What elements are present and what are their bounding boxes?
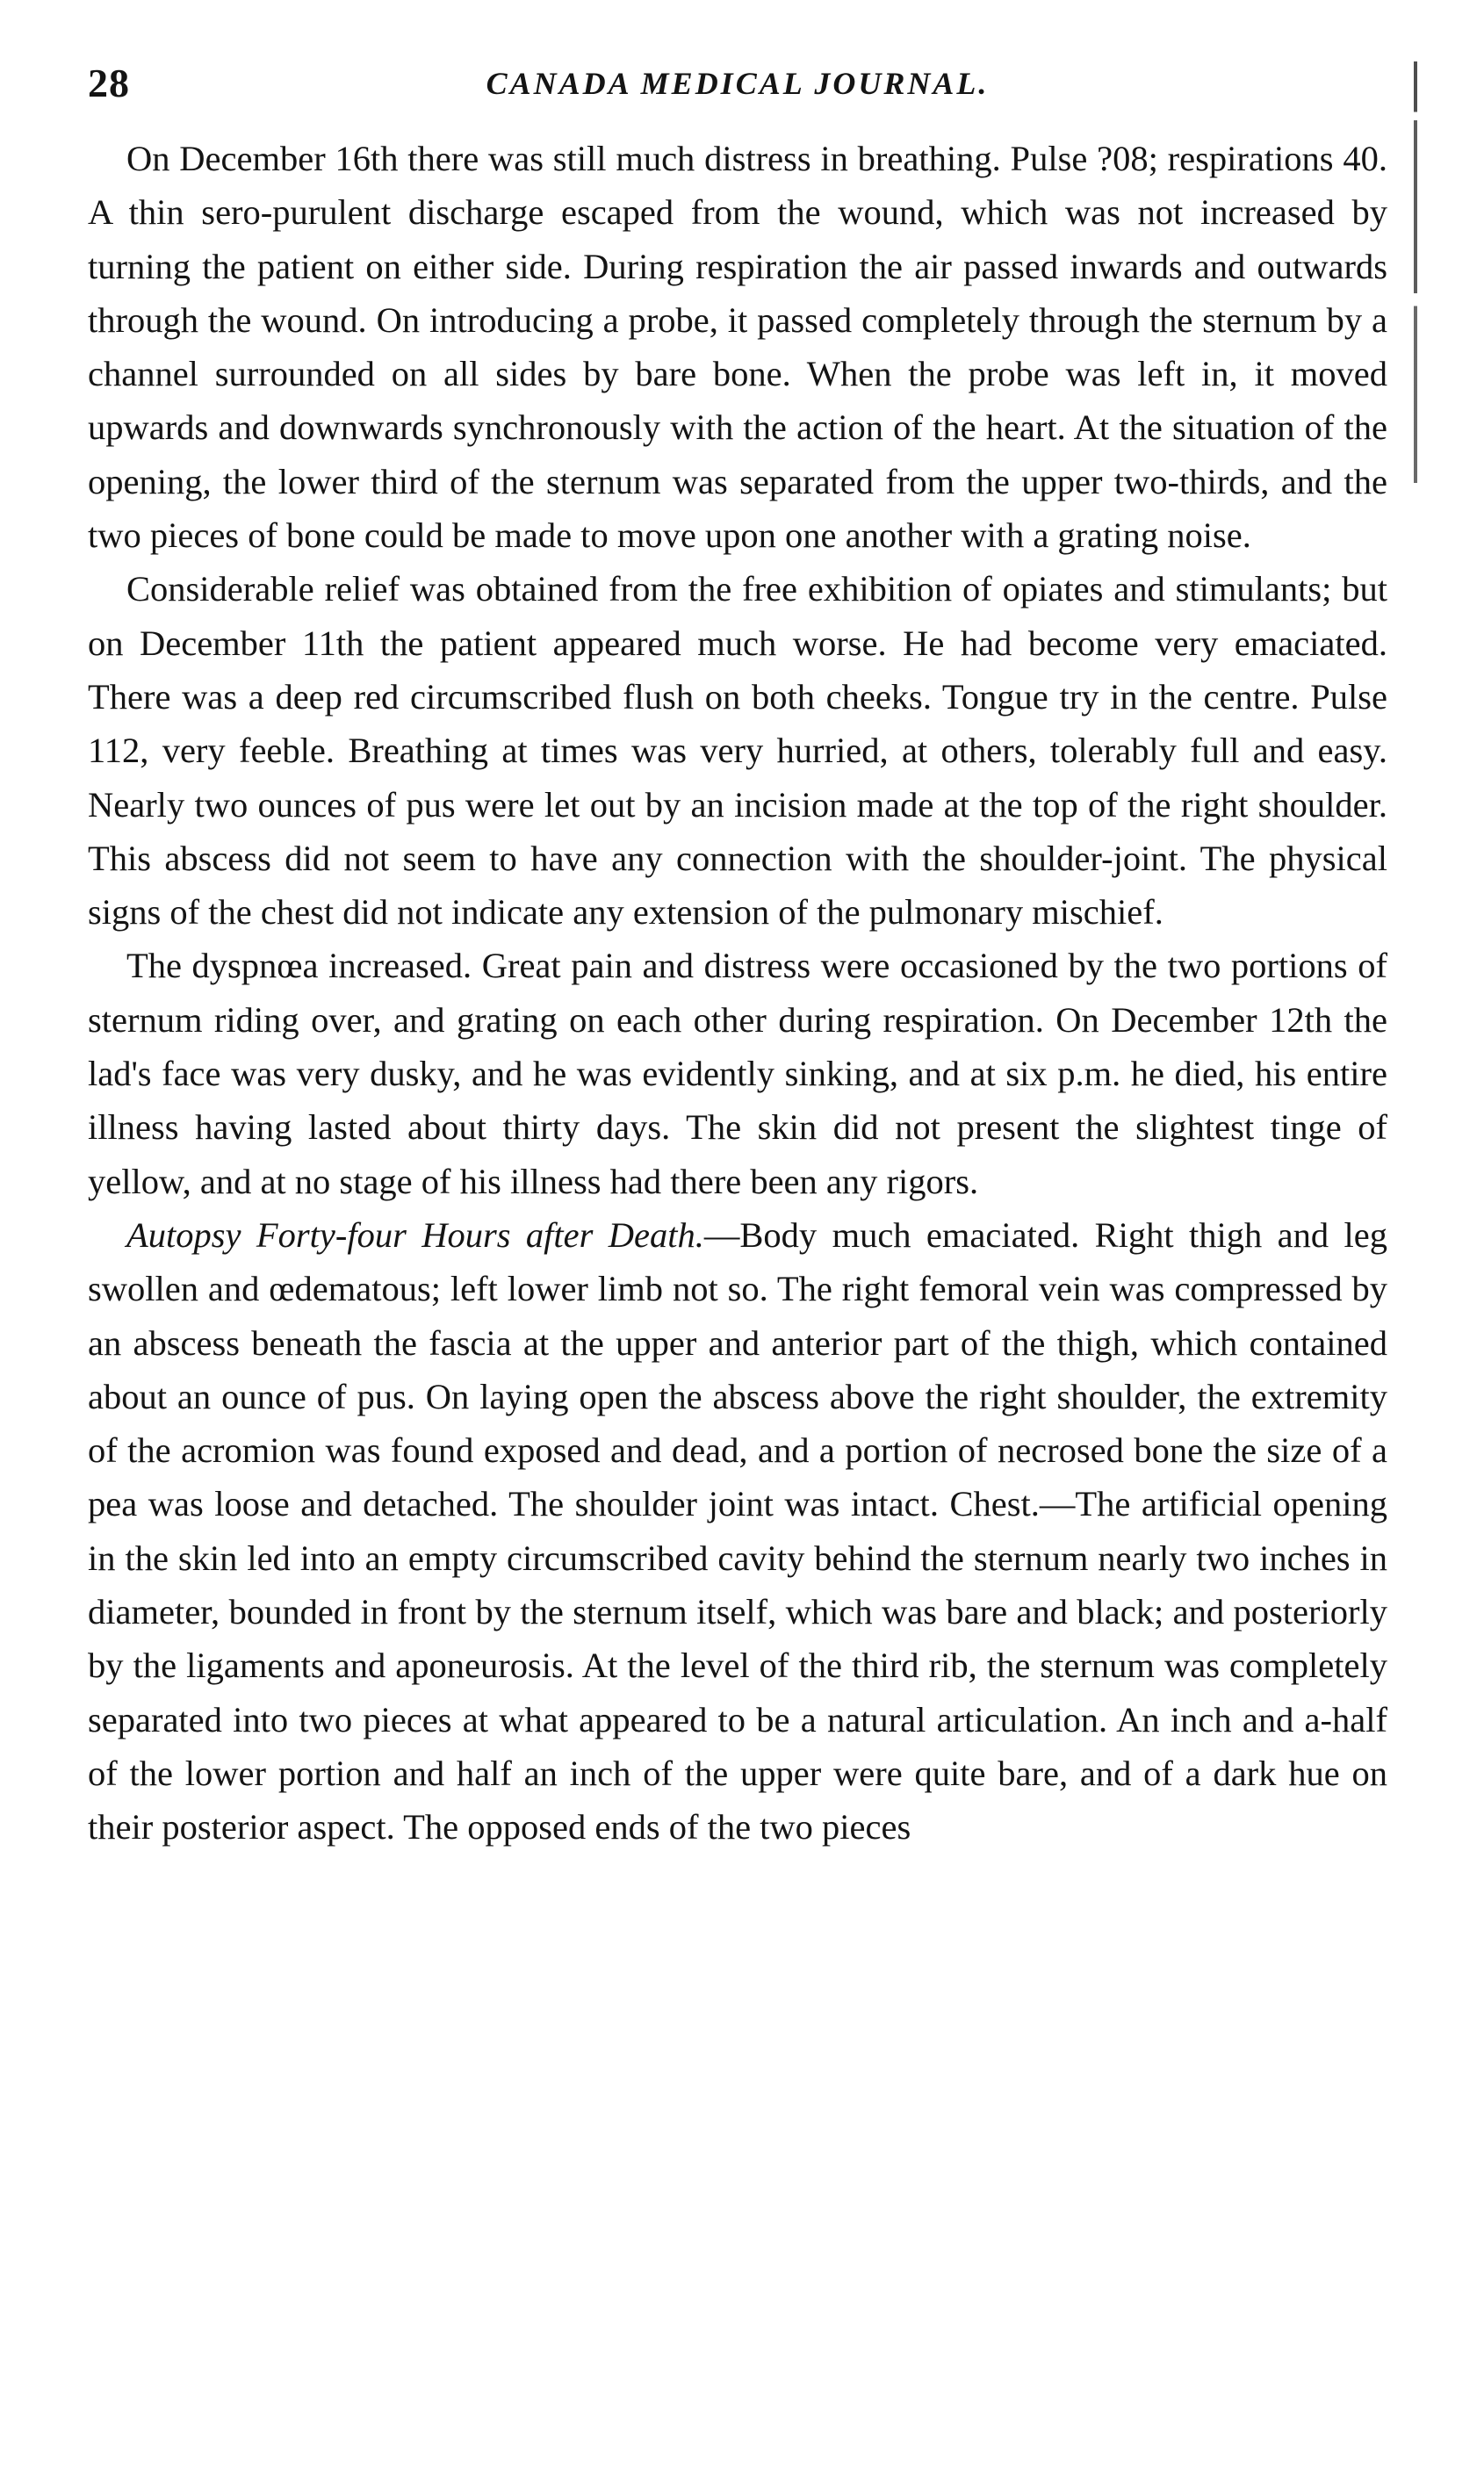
paragraph-relief-opiates: Considerable relief was obtained from the free exhibition of opiates and stimulants; but on December 11th the patient appeared much worse. He had become very emaciated. There was a deep red circumscribed flush on both cheeks. Tongue try in the centre. Pulse 112, very feeble. Breathing at times was very hurried, at others, tolerably full and easy. Nearly two ounces of pus were let out by an incision made at the top of the right shoulder. This abscess did not seem to have any connection with the shoulder-joint. The physical signs of the chest did not indicate any extension of the pulmonary mischief.: [88, 569, 1387, 933]
autopsy-heading: Autopsy Forty-four Hours after Death.: [126, 1214, 704, 1255]
document-page: [88, 53, 1387, 2459]
paragraph-autopsy: [88, 1208, 1387, 1855]
running-head: [88, 53, 1387, 132]
article-body: [88, 132, 1387, 1855]
page-number: 28: [88, 61, 130, 105]
paragraph-december-16th: On December 16th there was still much distress in breathing. Pulse ?08; respirations 40. A thin sero-purulent discharge escaped from the wound, which was not increased by turning the patient on either side. During respiration the air passed inwards and outwards through the wound. On introducing a probe, it passed completely through the sternum by a channel surrounded on all sides by bare bone. When the probe was left in, it moved upwards and downwards synchronously with the action of the heart. At the situation of the opening, the lower third of the sternum was separated from the upper two-thirds, and the two pieces of bone could be made to move upon one another with a grating noise.: [88, 139, 1387, 556]
autopsy-text: —Body much emaciated. Right thigh and leg swollen and œdematous; left lower limb not so. The right femoral vein was compressed by an abscess beneath the fascia at the upper and anterior part of the thigh, which contained about an ounce of pus. On laying open the abscess above the right shoulder, the extremity of the acromion was found exposed and dead, and a portion of necrosed bone the size of a pea was loose and detached. The shoulder joint was intact. Chest.—The artificial opening in the skin led into an empty circumscribed cavity behind the sternum nearly two inches in diameter, bounded in front by the sternum itself, which was bare and black; and posteriorly by the ligaments and aponeurosis. At the level of the third rib, the sternum was completely separated into two pieces at what appeared to be a natural articulation. An inch and a-half of the lower portion and half an inch of the upper were quite bare, and of a dark hue on their posterior aspect. The opposed ends of the two pieces: [88, 1214, 1387, 1847]
journal-title: CANADA MEDICAL JOURNAL.: [486, 66, 990, 101]
page-edge-mark: [1414, 61, 1417, 483]
paragraph-dyspnoea: The dyspnœa increased. Great pain and distress were occasioned by the two portions of sternum riding over, and grating on each other during respiration. On December 12th the lad's face was very dusky, and he was evidently sinking, and at six p.m. he died, his entire illness having lasted about thirty days. The skin did not present the slightest tinge of yellow, and at no stage of his illness had there been any rigors.: [88, 946, 1387, 1201]
